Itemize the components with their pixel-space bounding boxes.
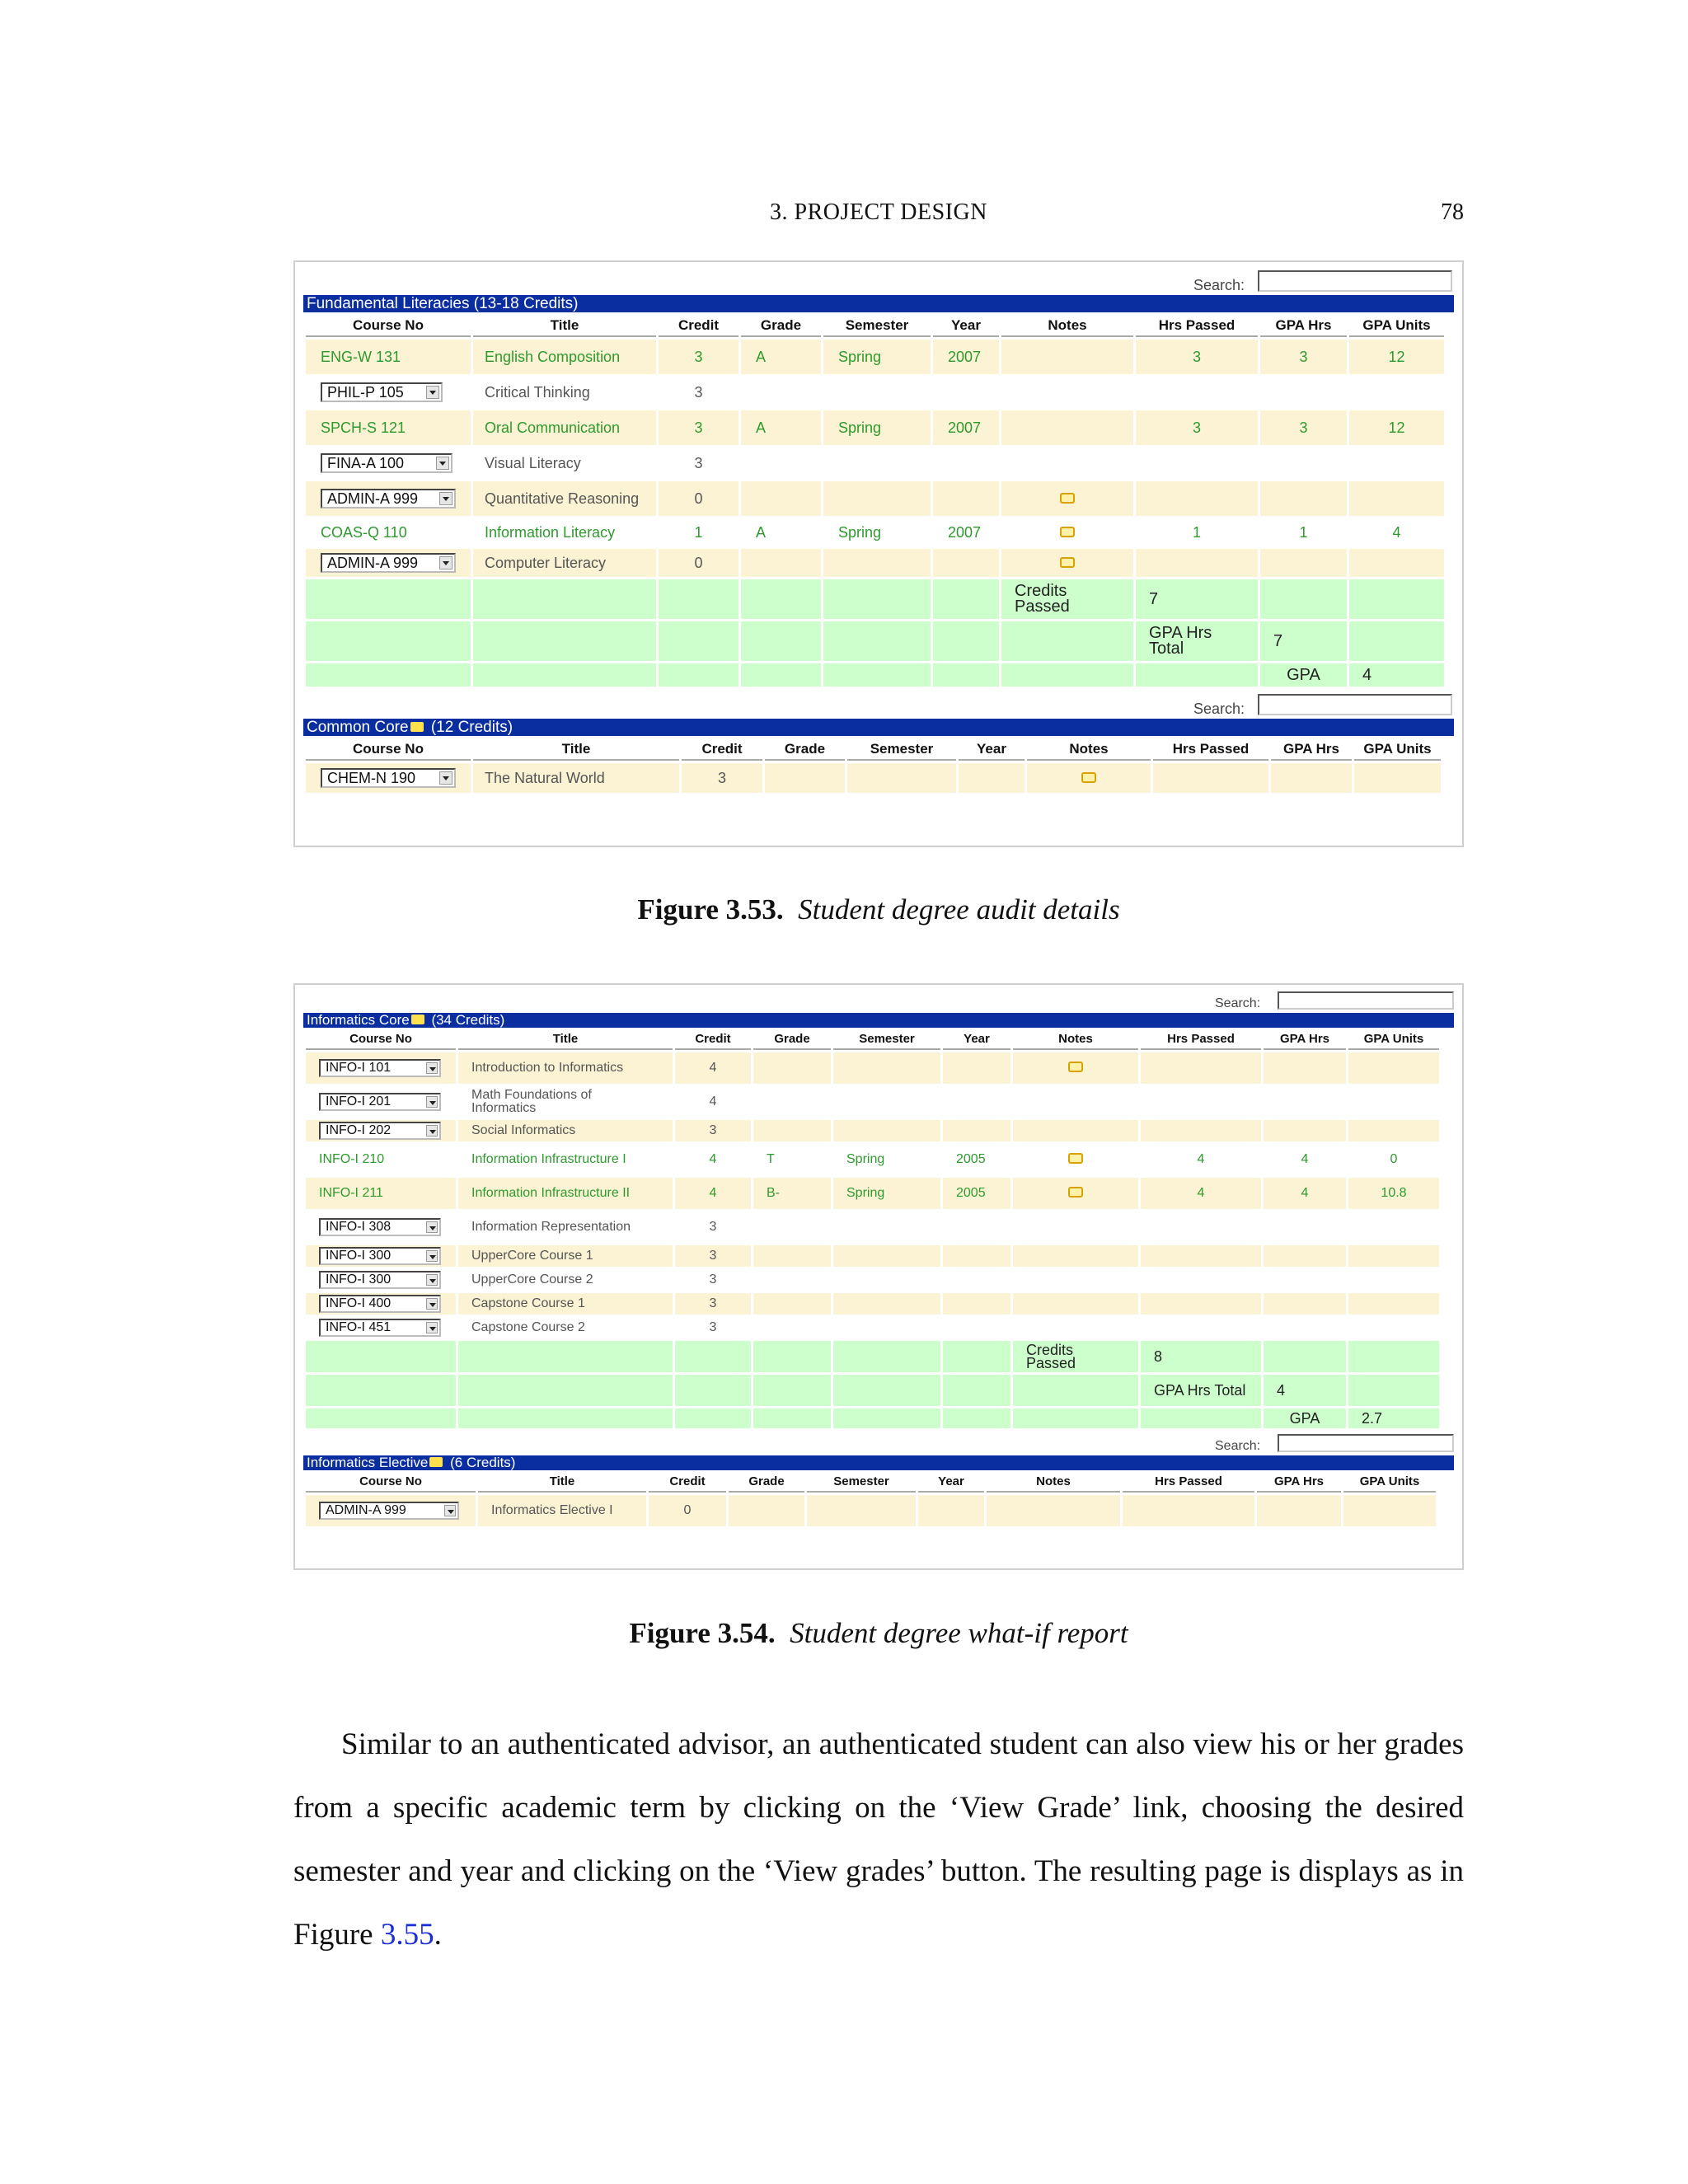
course-select-value: INFO-I 300 (326, 1249, 392, 1263)
section-header (303, 719, 1454, 736)
section-header: Fundamental Literacies (13-18 Credits) (303, 295, 1454, 312)
year: 2007 (933, 410, 999, 445)
credit: 3 (675, 1269, 751, 1291)
col-gpa-hrs: GPA Hrs (1257, 1473, 1341, 1493)
col-semester: Semester (847, 738, 956, 761)
course-select-cell (306, 448, 471, 479)
caption-text: Student degree what-if report (790, 1617, 1128, 1649)
course-select-cell (306, 1269, 456, 1291)
table-row (306, 340, 1444, 374)
course-select-cell (306, 763, 471, 793)
col-credit: Credit (659, 315, 738, 337)
section-credits: (34 Credits) (431, 1012, 505, 1028)
chevron-down-icon[interactable] (426, 1250, 438, 1262)
notes (1001, 481, 1133, 516)
table-row (306, 763, 1441, 793)
course-select[interactable] (319, 1093, 441, 1111)
body-paragraph (293, 1713, 1464, 1966)
table-row (306, 518, 1444, 546)
chevron-down-icon[interactable] (426, 1125, 438, 1137)
credit: 3 (682, 763, 762, 793)
notes (1013, 1178, 1138, 1209)
folder-icon (411, 1015, 424, 1024)
note-icon[interactable] (1068, 1062, 1083, 1072)
course-title: English Composition (473, 340, 656, 374)
table-row (306, 481, 1444, 516)
credit: 4 (675, 1178, 751, 1209)
audit-table (303, 312, 1447, 689)
course-select[interactable] (321, 768, 456, 788)
col-course-no: Course No (306, 1030, 456, 1050)
caption-text: Student degree audit details (798, 893, 1120, 926)
credit: 3 (659, 377, 738, 408)
course-select-cell (306, 1052, 456, 1084)
section-credits: (12 Credits) (430, 719, 513, 736)
credit: 4 (675, 1144, 751, 1175)
note-icon[interactable] (1081, 772, 1096, 783)
course-title: Information Representation (458, 1212, 673, 1243)
col-year: Year (943, 1030, 1010, 1050)
col-year: Year (933, 315, 999, 337)
col-gpa-units: GPA Units (1354, 738, 1441, 761)
col-gpa-units: GPA Units (1349, 315, 1444, 337)
notes (1001, 410, 1133, 445)
table-row (306, 1212, 1439, 1243)
gpa-hrs-total-label: GPA Hrs Total (1141, 1375, 1261, 1406)
search-row (295, 985, 1462, 1013)
course-select-cell (306, 1293, 456, 1315)
gpa-units: 12 (1349, 410, 1444, 445)
course-title: Capstone Course 2 (458, 1317, 673, 1338)
grade: B- (753, 1178, 831, 1209)
summary-row-gpa (306, 1408, 1439, 1428)
credits-passed-label: Credits Passed (1001, 579, 1133, 619)
search-input[interactable] (1258, 270, 1452, 292)
year: 2005 (943, 1178, 1010, 1209)
course-select[interactable] (321, 489, 456, 509)
table-row (306, 1317, 1439, 1338)
col-notes: Notes (1013, 1030, 1138, 1050)
col-gpa-hrs: GPA Hrs (1260, 315, 1347, 337)
course-select-value: INFO-I 202 (326, 1123, 392, 1137)
page-number: 78 (1441, 199, 1464, 225)
col-title: Title (478, 1473, 646, 1493)
section-credits: (6 Credits) (450, 1455, 516, 1470)
figure-reference-link[interactable]: 3.55 (380, 1918, 434, 1952)
grade: A (741, 410, 821, 445)
note-icon[interactable] (1060, 527, 1075, 537)
col-notes: Notes (1001, 315, 1133, 337)
course-select[interactable] (321, 453, 452, 473)
figure-caption (293, 1617, 1464, 1650)
chevron-down-icon[interactable] (426, 1298, 438, 1310)
col-year: Year (959, 738, 1025, 761)
course-select-cell (306, 1317, 456, 1338)
course-select-value: ADMIN-A 999 (326, 1503, 406, 1517)
search-row (295, 262, 1462, 295)
course-select-value: INFO-I 308 (326, 1220, 392, 1234)
grade: A (741, 518, 821, 546)
course-no: INFO-I 211 (306, 1178, 456, 1209)
course-select-value: FINA-A 100 (327, 455, 405, 471)
col-grade: Grade (741, 315, 821, 337)
figure-caption (293, 893, 1464, 926)
course-select[interactable] (319, 1502, 459, 1520)
chevron-down-icon[interactable] (439, 492, 452, 505)
col-semester: Semester (823, 315, 931, 337)
notes (1001, 340, 1133, 374)
running-header (293, 199, 1464, 232)
chevron-down-icon[interactable] (426, 1322, 438, 1333)
caption-label: Figure 3.53. (637, 893, 784, 926)
chevron-down-icon[interactable] (426, 1062, 438, 1074)
year: 2005 (943, 1144, 1010, 1175)
col-semester: Semester (807, 1473, 916, 1493)
course-select[interactable] (319, 1059, 441, 1077)
table-row (306, 1245, 1439, 1267)
semester: Spring (823, 340, 931, 374)
col-title: Title (473, 738, 679, 761)
credit: 3 (659, 340, 738, 374)
note-icon[interactable] (1060, 493, 1075, 504)
hrs-passed: 3 (1136, 410, 1258, 445)
col-grade: Grade (729, 1473, 804, 1493)
course-select-value: INFO-I 201 (326, 1094, 392, 1108)
table-header-row (306, 1473, 1436, 1493)
year: 2007 (933, 340, 999, 374)
credit: 0 (649, 1495, 726, 1526)
course-no: COAS-Q 110 (306, 518, 471, 546)
course-select[interactable] (319, 1295, 441, 1313)
search-input[interactable] (1278, 1434, 1454, 1452)
table-row (306, 1052, 1439, 1084)
chevron-down-icon[interactable] (426, 1274, 438, 1286)
course-no: SPCH-S 121 (306, 410, 471, 445)
year: 2007 (933, 518, 999, 546)
course-title: UpperCore Course 2 (458, 1269, 673, 1291)
credit: 3 (659, 410, 738, 445)
course-select-value: INFO-I 400 (326, 1296, 392, 1310)
course-select[interactable] (319, 1218, 441, 1236)
notes (1013, 1144, 1138, 1175)
gpa-hrs-total-value: 7 (1260, 621, 1347, 661)
notes (1013, 1052, 1138, 1084)
chevron-down-icon[interactable] (436, 457, 449, 470)
credit: 3 (675, 1212, 751, 1243)
col-title: Title (458, 1030, 673, 1050)
credit: 0 (659, 549, 738, 577)
gpa-label: GPA (1260, 663, 1347, 687)
table-row (306, 410, 1444, 445)
semester: Spring (823, 518, 931, 546)
grade: T (753, 1144, 831, 1175)
col-title: Title (473, 315, 656, 337)
course-title: Information Infrastructure I (458, 1144, 673, 1175)
course-select[interactable] (321, 553, 456, 573)
summary-row-gpa-hrs (306, 1375, 1439, 1406)
course-select[interactable] (321, 382, 443, 402)
search-label: Search: (1215, 996, 1261, 1010)
gpa-hrs: 1 (1260, 518, 1347, 546)
course-select-value: INFO-I 300 (326, 1272, 392, 1286)
folder-icon (429, 1457, 443, 1467)
course-select-cell (306, 1245, 456, 1267)
col-course-no: Course No (306, 738, 471, 761)
course-title: Math Foundations of Informatics (458, 1086, 673, 1118)
col-notes: Notes (1027, 738, 1151, 761)
gpa-hrs: 3 (1260, 340, 1347, 374)
course-title: Capstone Course 1 (458, 1293, 673, 1315)
search-label: Search: (1193, 701, 1245, 717)
search-row (295, 689, 1462, 719)
course-select-cell (306, 1086, 456, 1118)
figure-degree-audit (293, 260, 1464, 847)
course-title: Informatics Elective I (478, 1495, 646, 1526)
col-gpa-hrs: GPA Hrs (1264, 1030, 1346, 1050)
gpa-label: GPA (1264, 1408, 1346, 1428)
credit: 3 (675, 1293, 751, 1315)
summary-row-gpa (306, 663, 1444, 687)
table-row (306, 1086, 1439, 1118)
credit: 1 (659, 518, 738, 546)
col-grade: Grade (765, 738, 845, 761)
credit: 3 (675, 1120, 751, 1141)
col-notes: Notes (987, 1473, 1120, 1493)
course-title: Quantitative Reasoning (473, 481, 656, 516)
col-semester: Semester (833, 1030, 940, 1050)
gpa-units: 0 (1348, 1144, 1439, 1175)
credit: 3 (675, 1317, 751, 1338)
gpa-hrs: 4 (1264, 1178, 1346, 1209)
folder-icon (410, 722, 424, 732)
section-title: Common Core (307, 719, 409, 736)
course-select-value: INFO-I 101 (326, 1061, 392, 1075)
credit: 4 (675, 1052, 751, 1084)
table-header-row (306, 315, 1444, 337)
hrs-passed: 4 (1141, 1178, 1261, 1209)
section-title: Informatics Elective (307, 1455, 429, 1470)
col-credit: Credit (675, 1030, 751, 1050)
col-gpa-units: GPA Units (1343, 1473, 1436, 1493)
chevron-down-icon[interactable] (439, 556, 452, 569)
col-gpa-hrs: GPA Hrs (1271, 738, 1352, 761)
hrs-passed: 4 (1141, 1144, 1261, 1175)
gpa-hrs-total-label: GPA Hrs Total (1136, 621, 1258, 661)
col-course-no: Course No (306, 1473, 476, 1493)
course-select-value: ADMIN-A 999 (327, 555, 419, 571)
col-grade: Grade (753, 1030, 831, 1050)
chevron-down-icon[interactable] (444, 1505, 456, 1516)
note-icon[interactable] (1068, 1153, 1083, 1164)
table-header-row (306, 1030, 1439, 1050)
semester: Spring (833, 1178, 940, 1209)
chevron-down-icon[interactable] (426, 1221, 438, 1233)
course-select-value: CHEM-N 190 (327, 770, 416, 786)
audit-table (303, 1028, 1442, 1431)
section-header (303, 1455, 1454, 1470)
summary-row-credits (306, 579, 1444, 619)
col-credit: Credit (682, 738, 762, 761)
course-no: INFO-I 210 (306, 1144, 456, 1175)
col-hrs-passed: Hrs Passed (1141, 1030, 1261, 1050)
gpa-hrs-total-value: 4 (1264, 1375, 1346, 1406)
course-title: Introduction to Informatics (458, 1052, 673, 1084)
course-select-value: PHIL-P 105 (327, 384, 404, 401)
course-title: Visual Literacy (473, 448, 656, 479)
gpa-units: 12 (1349, 340, 1444, 374)
gpa-units: 4 (1349, 518, 1444, 546)
course-title: Critical Thinking (473, 377, 656, 408)
course-select-cell (306, 481, 471, 516)
hrs-passed: 1 (1136, 518, 1258, 546)
col-year: Year (918, 1473, 984, 1493)
col-credit: Credit (649, 1473, 726, 1493)
credits-passed-value: 8 (1141, 1341, 1261, 1372)
search-input[interactable] (1258, 694, 1452, 715)
course-select-value: INFO-I 451 (326, 1320, 392, 1334)
paragraph-text: Similar to an authenticated advisor, an authenticated student can also view his or her grades from a specific academic term by clicking on the ‘View Grade’ link, choosing the desired semester and year and clicking on the ‘View grades’ button. The resulting page is displays as in Figure (293, 1727, 1464, 1952)
table-row (306, 448, 1444, 479)
course-select[interactable] (319, 1319, 441, 1337)
note-icon[interactable] (1068, 1187, 1083, 1197)
course-no: ENG-W 131 (306, 340, 471, 374)
table-header-row (306, 738, 1441, 761)
course-select[interactable] (319, 1271, 441, 1289)
summary-row-credits (306, 1341, 1439, 1372)
search-row (295, 1431, 1462, 1455)
col-hrs-passed: Hrs Passed (1123, 1473, 1254, 1493)
chevron-down-icon[interactable] (426, 386, 439, 399)
credit: 4 (675, 1086, 751, 1118)
table-row (306, 549, 1444, 577)
course-select-value: ADMIN-A 999 (327, 490, 419, 507)
table-row (306, 1269, 1439, 1291)
audit-table (303, 1470, 1438, 1529)
col-hrs-passed: Hrs Passed (1153, 738, 1268, 761)
col-gpa-units: GPA Units (1348, 1030, 1439, 1050)
credit: 3 (675, 1245, 751, 1267)
paragraph-end: . (434, 1918, 442, 1952)
note-icon[interactable] (1060, 557, 1075, 568)
course-select-cell (306, 1495, 476, 1526)
credits-passed-label: Credits Passed (1013, 1341, 1138, 1372)
credits-passed-value: 7 (1136, 579, 1258, 619)
course-select[interactable] (319, 1247, 441, 1265)
semester: Spring (833, 1144, 940, 1175)
notes (1001, 518, 1133, 546)
course-select-cell (306, 1120, 456, 1141)
gpa-value: 4 (1349, 663, 1444, 687)
course-select-cell (306, 1212, 456, 1243)
search-label: Search: (1215, 1439, 1261, 1453)
course-select[interactable] (319, 1122, 441, 1140)
course-select-cell (306, 549, 471, 577)
course-title: Information Literacy (473, 518, 656, 546)
credit: 0 (659, 481, 738, 516)
hrs-passed: 3 (1136, 340, 1258, 374)
course-select-cell (306, 377, 471, 408)
gpa-hrs: 4 (1264, 1144, 1346, 1175)
credit: 3 (659, 448, 738, 479)
table-row (306, 1495, 1436, 1526)
semester: Spring (823, 410, 931, 445)
chevron-down-icon[interactable] (439, 771, 452, 785)
caption-label: Figure 3.54. (629, 1617, 776, 1649)
notes (1027, 763, 1151, 793)
search-label: Search: (1193, 277, 1245, 293)
table-row (306, 1293, 1439, 1315)
table-row (306, 1120, 1439, 1141)
audit-table (303, 736, 1443, 795)
search-input[interactable] (1278, 991, 1454, 1010)
course-title: Information Infrastructure II (458, 1178, 673, 1209)
course-title: Oral Communication (473, 410, 656, 445)
table-row (306, 377, 1444, 408)
course-title: Social Informatics (458, 1120, 673, 1141)
course-title: UpperCore Course 1 (458, 1245, 673, 1267)
gpa-value: 2.7 (1348, 1408, 1439, 1428)
course-title: The Natural World (473, 763, 679, 793)
notes (1001, 549, 1133, 577)
table-row (306, 1178, 1439, 1209)
summary-row-gpa-hrs (306, 621, 1444, 661)
section-title: Informatics Core (307, 1012, 410, 1028)
section-header (303, 1013, 1454, 1028)
gpa-hrs: 3 (1260, 410, 1347, 445)
figure-what-if-report (293, 983, 1464, 1570)
chapter-title: 3. PROJECT DESIGN (770, 199, 987, 225)
course-title: Computer Literacy (473, 549, 656, 577)
col-hrs-passed: Hrs Passed (1136, 315, 1258, 337)
chevron-down-icon[interactable] (426, 1096, 438, 1108)
table-row (306, 1144, 1439, 1175)
gpa-units: 10.8 (1348, 1178, 1439, 1209)
col-course-no: Course No (306, 315, 471, 337)
grade: A (741, 340, 821, 374)
